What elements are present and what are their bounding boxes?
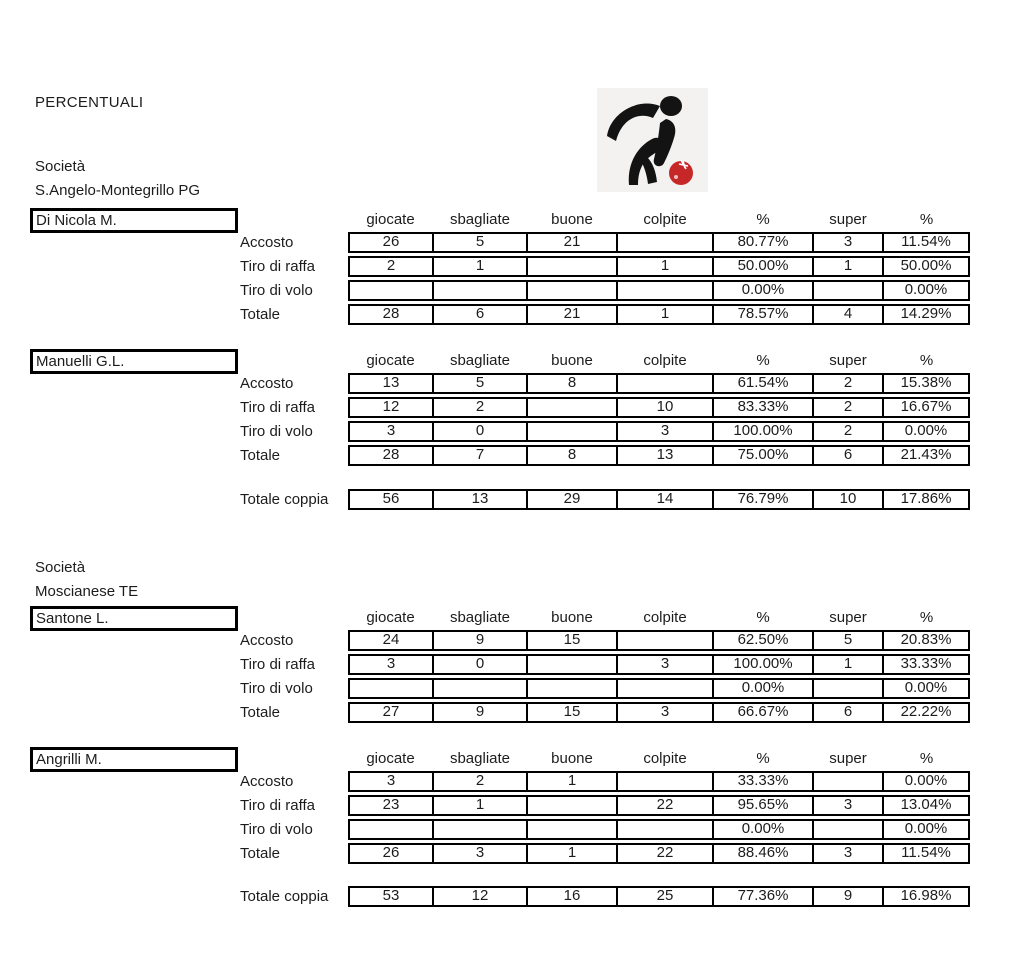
stats-table [348,232,970,328]
column-header-giocate: giocate [366,750,415,767]
stat-cell: 28 [348,304,433,325]
stat-cell: 8 [527,445,617,466]
stat-cell [617,678,713,699]
totale-coppia-block [0,886,1024,916]
stat-cell: 1 [813,654,883,675]
stat-cell: 13 [617,445,713,466]
stat-cell [433,678,527,699]
row-labels [240,630,315,726]
stat-cell: 6 [433,304,527,325]
table-row [348,771,970,792]
societa-name: Moscianese TE [35,583,139,600]
stat-cell [348,819,433,840]
row-labels [240,373,315,469]
table-row [348,280,970,301]
row-label-accosto: Accosto [240,773,294,790]
column-header-buone: buone [551,352,593,369]
stat-cell: 13 [348,373,433,394]
stat-cell: 23 [348,795,433,816]
column-header-super: super [829,352,867,369]
stat-cell [617,373,713,394]
stat-cell: 2 [433,771,527,792]
stat-cell: 20.83% [883,630,970,651]
stat-cell: 33.33% [713,771,813,792]
stat-cell [527,654,617,675]
stat-cell: 100.00% [713,421,813,442]
table-row [348,421,970,442]
stat-cell: 4 [813,304,883,325]
table-row [348,397,970,418]
stat-cell: 1 [433,795,527,816]
stat-cell: 0.00% [883,771,970,792]
stat-cell: 17.86% [883,489,970,510]
stat-cell: 2 [813,397,883,418]
stat-cell: 77.36% [713,886,813,907]
row-label-tiro-di-raffa: Tiro di raffa [240,399,316,416]
column-header-sbagliate: sbagliate [449,211,511,228]
table-header-row [348,749,970,768]
stat-cell: 2 [813,421,883,442]
stat-cell: 1 [617,304,713,325]
stat-cell: 9 [813,886,883,907]
stat-cell: 0.00% [713,280,813,301]
stat-cell [527,819,617,840]
stat-cell: 0.00% [883,819,970,840]
stat-cell: 28 [348,445,433,466]
stat-cell [527,280,617,301]
stat-cell: 26 [348,232,433,253]
row-label-tiro-di-raffa: Tiro di raffa [240,656,316,673]
stats-table [348,771,970,867]
stat-cell: 2 [348,256,433,277]
stat-cell: 1 [617,256,713,277]
totale-coppia-block [0,489,1024,519]
stat-cell: 9 [433,630,527,651]
stat-cell: 24 [348,630,433,651]
column-header-super-percent: % [919,609,934,626]
stat-cell: 5 [433,373,527,394]
stat-cell: 95.65% [713,795,813,816]
column-header-percent: % [756,750,770,767]
row-label-tiro-di-volo: Tiro di volo [240,821,313,838]
stat-cell: 22 [617,795,713,816]
table-row [348,702,970,723]
stat-cell: 10 [813,489,883,510]
row-label-accosto: Accosto [240,234,294,251]
column-header-super: super [829,750,867,767]
row-label-totale: Totale [240,845,281,862]
stat-cell [527,795,617,816]
stat-cell: 3 [348,771,433,792]
stat-cell: 5 [813,630,883,651]
stat-cell: 13 [433,489,527,510]
stat-cell: 1 [433,256,527,277]
stat-cell: 12 [348,397,433,418]
stat-cell: 50.00% [713,256,813,277]
stat-cell: 5 [433,232,527,253]
stat-cell [813,771,883,792]
column-header-percent: % [756,211,770,228]
stat-cell: 0.00% [713,819,813,840]
table-row [348,232,970,253]
column-header-super-percent: % [919,750,934,767]
stat-cell: 2 [433,397,527,418]
stat-cell: 0.00% [883,421,970,442]
row-label-tiro-di-raffa: Tiro di raffa [240,797,316,814]
row-label-tiro-di-volo: Tiro di volo [240,680,313,697]
stat-cell: 7 [433,445,527,466]
column-header-colpite: colpite [643,750,687,767]
stat-cell: 3 [617,702,713,723]
table-row [348,630,970,651]
stat-cell [348,280,433,301]
stat-cell [527,397,617,418]
row-label-accosto: Accosto [240,375,294,392]
stat-cell [617,232,713,253]
stat-cell: 3 [433,843,527,864]
stat-cell: 0 [433,654,527,675]
table-row [348,256,970,277]
table-header-row [348,210,970,229]
ball-highlight [674,175,678,179]
stat-cell: 78.57% [713,304,813,325]
column-header-buone: buone [551,211,593,228]
stat-cell: 76.79% [713,489,813,510]
row-label-tiro-di-volo: Tiro di volo [240,423,313,440]
stat-cell: 16.98% [883,886,970,907]
row-label-totale: Totale [240,447,281,464]
stat-cell: 10 [617,397,713,418]
stat-cell [617,819,713,840]
stat-cell [617,280,713,301]
totale-coppia-label: Totale coppia [240,888,329,905]
column-header-percent: % [756,609,770,626]
column-header-sbagliate: sbagliate [449,750,511,767]
player-block [0,606,1024,736]
societa-name: S.Angelo-Montegrillo PG [35,182,201,199]
column-header-sbagliate: sbagliate [449,609,511,626]
player-name: Santone L. [36,610,109,627]
totale-coppia-row [348,489,970,510]
stat-cell: 66.67% [713,702,813,723]
stat-cell: 3 [813,232,883,253]
row-labels [240,771,315,867]
stat-cell: 15.38% [883,373,970,394]
table-row [348,678,970,699]
totale-coppia-row [348,886,970,907]
bocce-logo [597,88,708,192]
stat-cell: 14.29% [883,304,970,325]
stat-cell [617,630,713,651]
table-row [348,654,970,675]
player-block [0,349,1024,479]
stat-cell: 21 [527,304,617,325]
player-name: Manuelli G.L. [36,353,125,370]
player-name: Angrilli M. [36,751,102,768]
totale-coppia-label: Totale coppia [240,491,329,508]
column-header-super: super [829,211,867,228]
stat-cell: 16.67% [883,397,970,418]
stat-cell: 61.54% [713,373,813,394]
stat-cell [433,819,527,840]
stat-cell: 21.43% [883,445,970,466]
stat-cell [433,280,527,301]
stat-cell: 1 [813,256,883,277]
player-name-box [30,208,238,233]
stat-cell: 3 [813,843,883,864]
stat-cell: 21 [527,232,617,253]
player-block [0,747,1024,877]
stat-cell: 8 [527,373,617,394]
column-header-giocate: giocate [366,352,415,369]
stat-cell: 75.00% [713,445,813,466]
stat-cell: 3 [617,421,713,442]
stat-cell: 9 [433,702,527,723]
stat-cell: 15 [527,630,617,651]
player-name-box [30,349,238,374]
stat-cell: 13.04% [883,795,970,816]
stat-cell: 6 [813,702,883,723]
stats-table [348,373,970,469]
stat-cell: 6 [813,445,883,466]
table-row [348,795,970,816]
societa-label: Società [35,559,86,576]
table-header-row [348,608,970,627]
row-label-tiro-di-raffa: Tiro di raffa [240,258,316,275]
stat-cell: 29 [527,489,617,510]
stat-cell: 15 [527,702,617,723]
stat-cell: 33.33% [883,654,970,675]
row-label-accosto: Accosto [240,632,294,649]
stat-cell: 3 [813,795,883,816]
column-header-colpite: colpite [643,609,687,626]
stat-cell: 22 [617,843,713,864]
column-header-super-percent: % [919,211,934,228]
column-header-super: super [829,609,867,626]
stat-cell: 25 [617,886,713,907]
stat-cell: 100.00% [713,654,813,675]
stat-cell: 11.54% [883,232,970,253]
stat-cell: 1 [527,771,617,792]
stat-cell: 11.54% [883,843,970,864]
stat-cell [348,678,433,699]
player-name: Di Nicola M. [36,212,117,229]
stat-cell [813,678,883,699]
stat-cell [527,256,617,277]
stat-cell [527,421,617,442]
stat-cell: 0.00% [883,678,970,699]
bocce-player-icon [597,88,708,192]
stat-cell [617,771,713,792]
stat-cell: 16 [527,886,617,907]
stat-cell: 62.50% [713,630,813,651]
stat-cell: 1 [527,843,617,864]
stat-cell: 88.46% [713,843,813,864]
stat-cell: 3 [348,654,433,675]
column-header-colpite: colpite [643,211,687,228]
column-header-buone: buone [551,750,593,767]
societa-label: Società [35,158,86,175]
stat-cell: 3 [617,654,713,675]
table-row [348,304,970,325]
stat-cell: 56 [348,489,433,510]
stat-cell: 2 [813,373,883,394]
stat-cell: 50.00% [883,256,970,277]
stat-cell: 53 [348,886,433,907]
stat-cell [813,280,883,301]
stat-cell: 14 [617,489,713,510]
stat-cell: 0.00% [883,280,970,301]
player-block [0,208,1024,338]
stats-table [348,630,970,726]
page-title: PERCENTUALI [35,94,144,111]
stat-cell: 0.00% [713,678,813,699]
column-header-giocate: giocate [366,211,415,228]
column-header-colpite: colpite [643,352,687,369]
column-header-super-percent: % [919,352,934,369]
stat-cell [813,819,883,840]
table-row [348,843,970,864]
column-header-giocate: giocate [366,609,415,626]
stat-cell: 83.33% [713,397,813,418]
stat-cell: 22.22% [883,702,970,723]
row-label-totale: Totale [240,704,281,721]
stat-cell: 26 [348,843,433,864]
table-header-row [348,351,970,370]
stat-cell: 12 [433,886,527,907]
stat-cell: 0 [433,421,527,442]
row-labels [240,232,315,328]
row-label-tiro-di-volo: Tiro di volo [240,282,313,299]
stat-cell: 27 [348,702,433,723]
player-head-shape [660,96,682,116]
row-label-totale: Totale [240,306,281,323]
table-row [348,373,970,394]
column-header-buone: buone [551,609,593,626]
player-name-box [30,747,238,772]
column-header-sbagliate: sbagliate [449,352,511,369]
stat-cell [527,678,617,699]
stat-cell: 3 [348,421,433,442]
stat-cell: 80.77% [713,232,813,253]
table-row [348,819,970,840]
player-name-box [30,606,238,631]
column-header-percent: % [756,352,770,369]
table-row [348,445,970,466]
